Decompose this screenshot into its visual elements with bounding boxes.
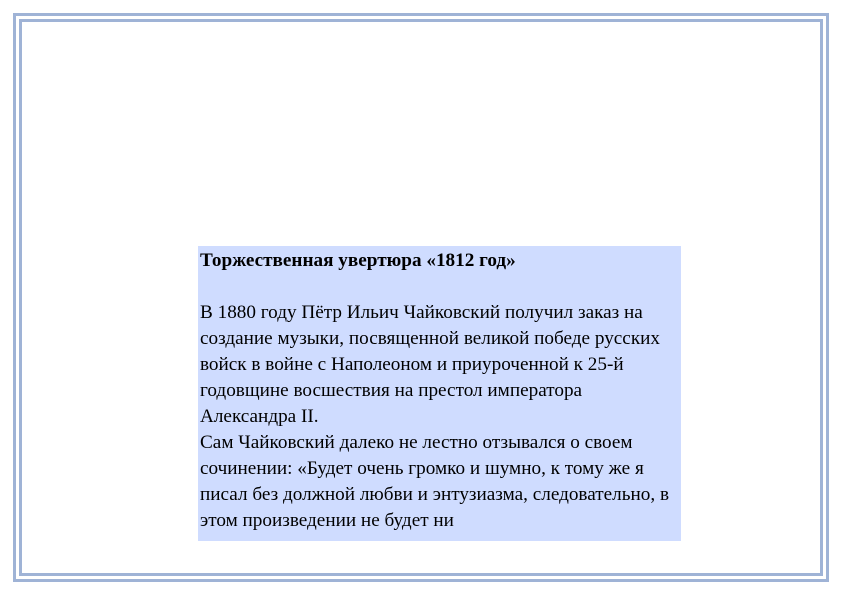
title-spacer: [200, 274, 679, 300]
paragraph-quote: Сам Чайковский далеко не лестно отзывался о своем сочинении: «Будет очень громко и шумно, к тому же я писал без должной любви и энтузиазма, следовательно, в этом произведении не будет ни: [200, 432, 670, 531]
slide-title: Торжественная увертюра «1812 год»: [200, 250, 516, 271]
text-box: [198, 246, 681, 541]
paragraph-history: В 1880 году Пётр Ильич Чайковский получил заказ на создание музыки, посвященной великой победе русских войск в войне с Наполеоном и приуроченной к 25-й годовщине восшествия на престол императора Александра II.: [200, 302, 661, 427]
